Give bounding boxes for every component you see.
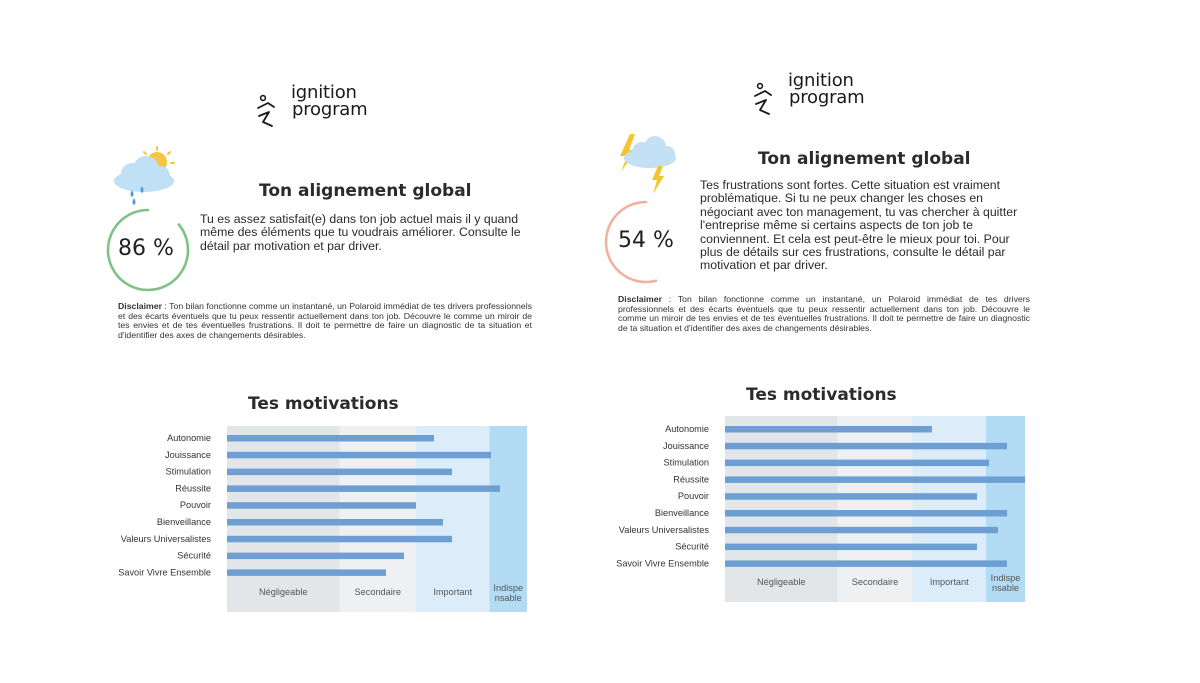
motivation-bar (725, 426, 932, 433)
category-label: Réussite (175, 483, 211, 494)
disclaimer (118, 302, 532, 340)
motivation-bar (227, 536, 452, 543)
motivations-chart-svg (600, 416, 1040, 606)
running-figure-icon (752, 74, 778, 118)
running-figure-icon (255, 86, 281, 130)
category-label: Pouvoir (677, 491, 709, 502)
category-label: Valeurs Universalistes (120, 533, 211, 544)
logo-line-1: ignition (788, 70, 854, 91)
category-label: Autonomie (665, 424, 709, 434)
zone-label: Indispe nsable (990, 573, 1021, 593)
motivation-bar (725, 527, 998, 534)
zone-label: Négligeable (756, 577, 806, 587)
category-label: Bienveillance (156, 517, 211, 527)
motivations-title: Tes motivations (746, 385, 897, 405)
motivation-bar (227, 469, 452, 476)
motivation-bar (227, 452, 491, 459)
motivations-chart (600, 416, 1040, 611)
category-label: Jouissance (663, 440, 709, 451)
motivation-bar (725, 544, 977, 551)
category-label: Jouissance (165, 449, 211, 460)
zone-label: Important (929, 577, 969, 587)
category-label: Savoir Vivre Ensemble (118, 567, 211, 578)
zone-label: Secondaire (851, 577, 899, 587)
motivation-bar (227, 485, 500, 492)
alignment-message: Tes frustrations sont fortes. Cette situation est vraiment problématique. Si tu ne peux changer les choses en négociant avec ton management, tu vas chercher à quitter l'entreprise même si certains aspects de ton job te conviennent. Et cela est peut-être le mieux pour toi. Pour plus de détails sur ces frustrations, consulte le détail par motivation et par driver. (700, 178, 1018, 273)
ignition-program-logo (752, 70, 865, 118)
category-label: Stimulation (663, 457, 709, 468)
motivation-bar (725, 510, 1007, 517)
zone-label: Indispe nsable (493, 583, 524, 603)
motivations-chart (100, 426, 540, 621)
disclaimer-label: Disclaimer (618, 294, 662, 304)
alignment-message: Tu es assez satisfait(e) dans ton job actuel mais il y quand même des éléments que tu voudrais améliorer. Consulte le détail par motivation et par driver. (200, 212, 521, 253)
score-value: 54 % (618, 228, 674, 253)
motivations-chart-svg (100, 426, 540, 616)
disclaimer-label: Disclaimer (118, 301, 162, 311)
storm-cloud-icon (612, 132, 680, 202)
motivations-title: Tes motivations (248, 394, 399, 414)
category-label: Réussite (673, 474, 709, 485)
motivation-bar (725, 443, 1007, 450)
motivation-bar (725, 476, 1025, 483)
report-frustrated (600, 0, 1200, 683)
motivation-bar (227, 553, 404, 560)
score-value: 86 % (118, 236, 174, 261)
sun-rain-cloud-icon (110, 146, 185, 208)
motivation-bar (725, 493, 977, 500)
motivation-bar (227, 569, 386, 576)
disclaimer (618, 295, 1030, 333)
category-label: Autonomie (167, 433, 211, 443)
zone-label: Important (433, 587, 473, 597)
category-label: Bienveillance (654, 508, 709, 518)
alignment-title: Ton alignement global (259, 181, 472, 201)
zone-label: Négligeable (258, 587, 308, 597)
alignment-title: Ton alignement global (758, 149, 971, 169)
category-label: Sécurité (177, 550, 211, 561)
zone-label: Secondaire (354, 587, 401, 597)
logo-line-1: ignition (291, 82, 357, 103)
ignition-program-logo (255, 82, 368, 130)
category-label: Savoir Vivre Ensemble (616, 558, 709, 569)
category-label: Sécurité (675, 541, 709, 552)
logo-line-2: program (292, 99, 368, 120)
motivation-bar (725, 460, 989, 467)
category-label: Valeurs Universalistes (618, 524, 709, 535)
disclaimer-text: : Ton bilan fonctionne comme un instantané, un Polaroid immédiat de tes drivers professionnels et des écarts éventuels que tu peux ressentir actuellement dans ton job. Découvre le comme un miroir de tes envies et de tes éventuelles frustrations. Il doit te permettre de faire un diagnostic de ta situation et d'identifier des axes de changements désirables. (118, 301, 532, 340)
logo-line-2: program (789, 87, 865, 108)
disclaimer-text: : Ton bilan fonctionne comme un instantané, un Polaroid immédiat de tes drivers professionnels et des écarts éventuels que tu peux ressentir actuellement dans ton job. Découvre le comme un miroir de tes envies et de tes éventuelles frustrations. Il doit te permettre de faire un diagnostic de ta situation et d'identifier des axes de changements désirables. (618, 294, 1030, 333)
motivation-bar (227, 519, 443, 526)
motivation-bar (227, 435, 434, 442)
motivation-bar (725, 560, 1007, 567)
motivation-bar (227, 502, 416, 509)
category-label: Stimulation (165, 466, 211, 477)
category-label: Pouvoir (179, 500, 211, 511)
